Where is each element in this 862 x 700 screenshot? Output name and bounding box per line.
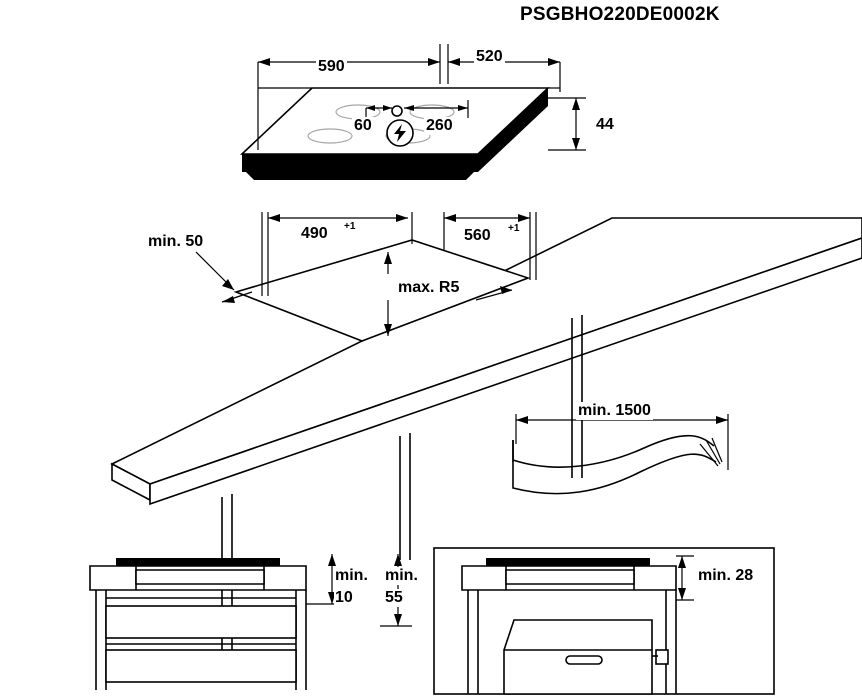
hob-appliance-drawing — [242, 88, 548, 180]
cutout-depth-label: 560 — [464, 227, 491, 244]
hob-height-label: 44 — [596, 116, 614, 133]
hob-depth-label: 520 — [476, 48, 503, 65]
section-right-min-label: min. 28 — [698, 567, 754, 584]
corner-radius-dimension-label: max. R5 — [398, 279, 460, 296]
cutout-width-tolerance-label: +1 — [344, 221, 356, 232]
dimension-min-10 — [306, 554, 342, 604]
cable-length-drawing — [513, 428, 722, 494]
section-left-value-1: 10 — [335, 589, 353, 606]
section-left-value-2: 55 — [385, 589, 403, 606]
model-code-label: PSGBHO220DE0002K — [520, 4, 720, 25]
min-cable-dimension-label: min. 1500 — [578, 402, 651, 419]
section-left-min-label-2: min. — [385, 567, 418, 584]
section-left-drawing — [90, 558, 306, 690]
min-rear-dimension-label: min. 50 — [148, 233, 204, 250]
dimension-hob-height — [548, 98, 586, 150]
hob-width-label: 590 — [318, 58, 345, 75]
hob-inner-label: 260 — [426, 117, 453, 134]
section-left-min-label-1: min. — [335, 567, 368, 584]
cutout-width-label: 490 — [301, 225, 328, 242]
cutout-depth-tolerance-label: +1 — [508, 223, 520, 234]
dimension-hob-depth — [440, 44, 560, 92]
hob-offset-label: 60 — [354, 117, 372, 134]
dimension-min-55 — [306, 554, 412, 626]
